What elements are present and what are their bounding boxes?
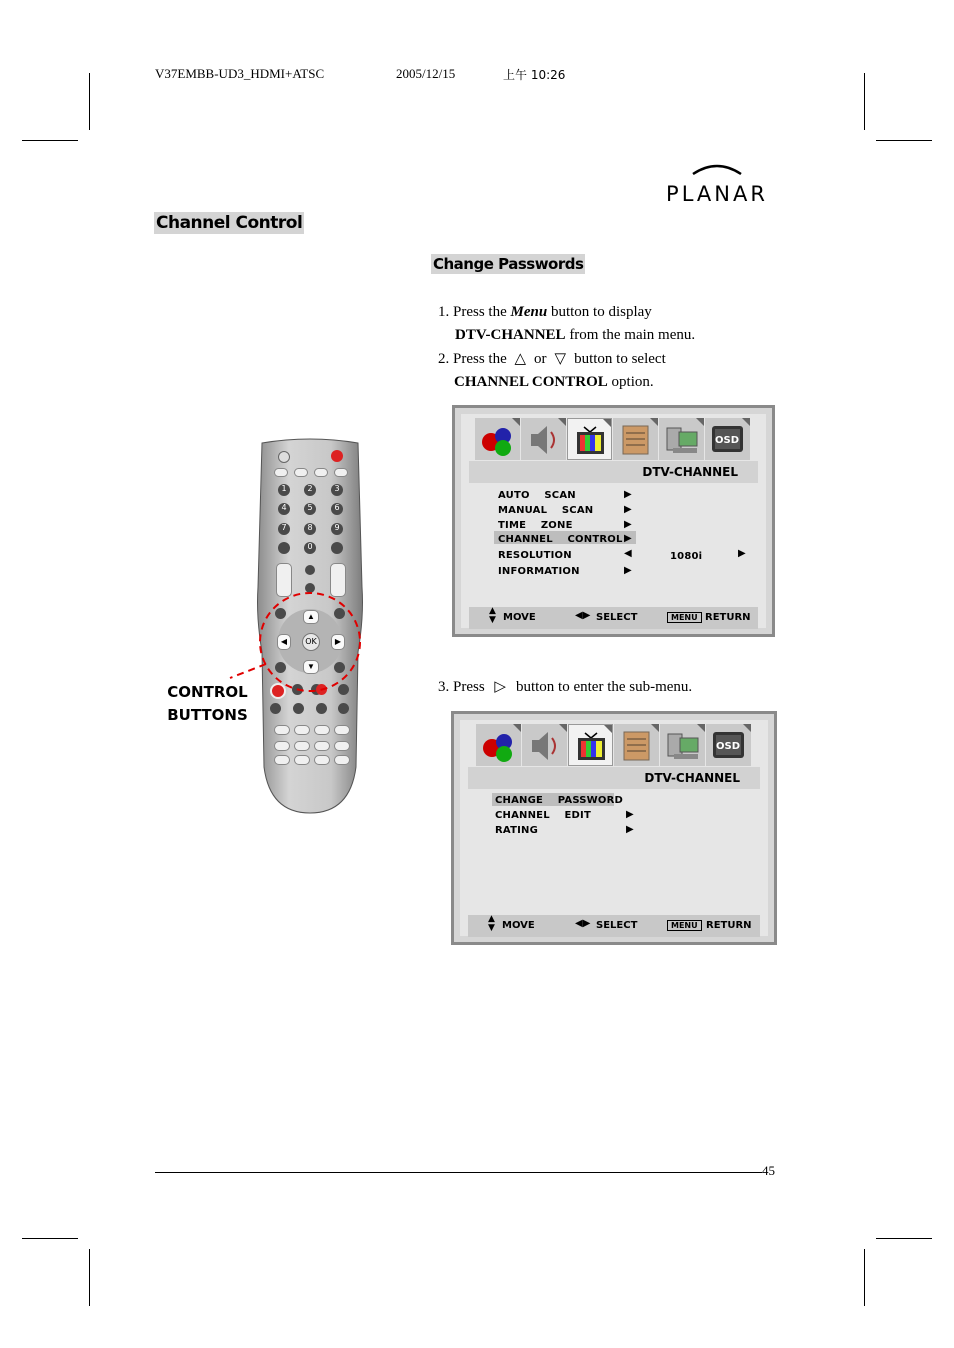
osd-icon: [706, 724, 751, 766]
digit-3-button[interactable]: 3: [331, 484, 343, 496]
menu-item-information[interactable]: INFORMATION: [498, 566, 580, 577]
osd-menu-1: [452, 405, 775, 637]
crop-mark: [876, 1238, 932, 1239]
menu-footer: [469, 607, 758, 629]
menu-footer: [468, 915, 760, 937]
submenu-arrow-icon: ▶: [624, 489, 632, 500]
menu-item-channel-control[interactable]: CHANNEL CONTROL: [498, 534, 623, 545]
header-file: V37EMBB-UD3_HDMI+ATSC: [155, 66, 325, 81]
submenu-arrow-icon: ▶: [626, 824, 634, 835]
nav-right-button[interactable]: ▶: [331, 634, 345, 650]
step-2-text: 2. Press the: [438, 351, 511, 367]
section-title: Channel Control: [156, 213, 303, 233]
menu-title-bar: [469, 461, 758, 483]
enter-button[interactable]: [331, 542, 343, 554]
menu-key-icon: MENU: [667, 612, 702, 623]
osd-menu-body: [461, 414, 766, 628]
select-arrows-icon: ◀▶: [575, 610, 591, 621]
step-1: [438, 301, 778, 347]
osd-icon: [705, 418, 750, 460]
digit-8-button[interactable]: 8: [304, 523, 316, 535]
header-time: 上午 10:26: [503, 68, 566, 82]
digit-0-button[interactable]: 0: [304, 542, 316, 554]
right-arrow-icon: ▶: [738, 548, 746, 559]
audio-icon: [522, 724, 567, 766]
input-select-button[interactable]: [334, 725, 350, 735]
osd-menu-2: [451, 711, 777, 945]
crop-mark: [876, 140, 932, 141]
audio-icon: [521, 418, 566, 460]
footer-select: SELECT: [596, 612, 638, 623]
submenu-arrow-icon: ▶: [626, 809, 634, 820]
color-icon: [476, 724, 521, 766]
step-1-text-b: button to display: [547, 304, 652, 320]
color-icon: [475, 418, 520, 460]
menu-item-manual-scan[interactable]: MANUAL SCAN: [498, 505, 594, 516]
down-arrow-icon: ▽: [554, 351, 567, 367]
crop-mark: [89, 73, 90, 130]
control-buttons-label: [160, 681, 255, 727]
menu-item-resolution[interactable]: RESOLUTION: [498, 550, 572, 561]
nav-down-button[interactable]: ▼: [303, 660, 319, 674]
crop-mark: [22, 1238, 78, 1239]
resolution-value: 1080i: [670, 551, 703, 562]
digit-7-button[interactable]: 7: [278, 523, 290, 535]
function-button[interactable]: [314, 468, 328, 477]
pip-button[interactable]: [294, 755, 310, 765]
logo-text: PLANAR: [666, 182, 768, 206]
mute-button[interactable]: [305, 565, 315, 575]
svg-text:OSD: OSD: [715, 741, 741, 752]
header-date: 2005/12/15: [396, 66, 456, 81]
move-icon: ▲ ▼: [488, 914, 495, 933]
ok-button[interactable]: OK: [302, 633, 320, 651]
pip-down-button[interactable]: [334, 741, 350, 751]
step-2: [438, 348, 778, 394]
footer-move: MOVE: [503, 612, 536, 623]
menu-item-rating[interactable]: RATING: [495, 825, 538, 836]
digit-6-button[interactable]: 6: [331, 503, 343, 515]
nav-left-button[interactable]: ◀: [277, 634, 291, 650]
input-button[interactable]: [278, 451, 290, 463]
channel-control-term: CHANNEL CONTROL: [454, 374, 608, 390]
pip-button[interactable]: [314, 755, 330, 765]
pip-button[interactable]: [294, 741, 310, 751]
pip-button[interactable]: [334, 755, 350, 765]
menu-item-time-zone[interactable]: TIME ZONE: [498, 520, 573, 531]
footer-return: RETURN: [705, 612, 751, 623]
step-3-text-b: button to enter the sub-menu.: [515, 679, 693, 695]
computer-icon: [659, 418, 704, 460]
dtv-channel-term: DTV-CHANNEL: [455, 327, 566, 343]
menu-key-icon: MENU: [667, 920, 702, 931]
menu-icon-bar: [475, 418, 751, 460]
crop-mark: [864, 73, 865, 130]
menu-title: DTV-CHANNEL: [644, 771, 740, 785]
digit-1-button[interactable]: 1: [278, 484, 290, 496]
planar-logo: [655, 160, 779, 206]
menu-icon-bar: [476, 724, 752, 766]
crop-mark: [22, 140, 78, 141]
submenu-arrow-icon: ▶: [624, 533, 632, 544]
page-number: 45: [762, 1163, 775, 1178]
power-button[interactable]: [331, 450, 343, 462]
submenu-arrow-icon: ▶: [624, 565, 632, 576]
tv-icon: [568, 724, 613, 766]
step-1-text-c: from the main menu.: [565, 327, 696, 343]
step-1-text: 1. Press the: [438, 304, 511, 320]
dash-button[interactable]: [278, 542, 290, 554]
pip-up-button[interactable]: [314, 741, 330, 751]
function-button[interactable]: [274, 468, 288, 477]
pip-button[interactable]: [274, 755, 290, 765]
document-icon: [614, 724, 659, 766]
crop-mark: [89, 1249, 90, 1306]
move-icon: ▲ ▼: [489, 606, 496, 625]
input-select-button[interactable]: [294, 725, 310, 735]
right-arrow-icon: ▷: [494, 679, 506, 695]
digit-2-button[interactable]: 2: [304, 484, 316, 496]
document-icon: [613, 418, 658, 460]
or-text: or: [534, 351, 547, 367]
function-button[interactable]: [294, 468, 308, 477]
tv-icon: [567, 418, 612, 460]
svg-text:OSD: OSD: [714, 435, 740, 446]
step-3-text: 3. Press: [438, 679, 489, 695]
step-2-text-b: button to select: [574, 351, 666, 367]
computer-icon: [660, 724, 705, 766]
pip-button[interactable]: [274, 741, 290, 751]
up-arrow-icon: △: [514, 351, 527, 367]
footer-select: SELECT: [596, 920, 638, 931]
digit-9-button[interactable]: 9: [331, 523, 343, 535]
input-select-button[interactable]: [274, 725, 290, 735]
footer-rule: [155, 1172, 762, 1173]
footer-return: RETURN: [706, 920, 752, 931]
menu-title-bar: [468, 767, 760, 789]
submenu-arrow-icon: ▶: [624, 519, 632, 530]
digit-5-button[interactable]: 5: [304, 503, 316, 515]
step-3: [438, 676, 778, 699]
menu-item-change-password[interactable]: CHANGE PASSWORD: [495, 795, 624, 806]
function-button[interactable]: [334, 468, 348, 477]
menu-item-auto-scan[interactable]: AUTO SCAN: [498, 490, 576, 501]
osd-menu-body: [460, 720, 768, 936]
callout-line-2: BUTTONS: [167, 706, 248, 724]
logo-arc-icon: [655, 160, 779, 178]
menu-title: DTV-CHANNEL: [642, 465, 738, 479]
menu-item-channel-edit[interactable]: CHANNEL EDIT: [495, 810, 591, 821]
nav-up-button[interactable]: ▲: [303, 610, 319, 624]
menu-word: Menu: [510, 304, 548, 320]
input-select-button[interactable]: [314, 725, 330, 735]
step-2-text-c: option.: [607, 374, 654, 390]
crop-mark: [864, 1249, 865, 1306]
select-arrows-icon: ◀▶: [575, 918, 591, 929]
digit-4-button[interactable]: 4: [278, 503, 290, 515]
left-arrow-icon: ◀: [624, 548, 632, 559]
submenu-arrow-icon: ▶: [624, 504, 632, 515]
subsection-title: Change Passwords: [433, 255, 584, 273]
footer-move: MOVE: [502, 920, 535, 931]
callout-line-1: CONTROL: [167, 683, 248, 701]
